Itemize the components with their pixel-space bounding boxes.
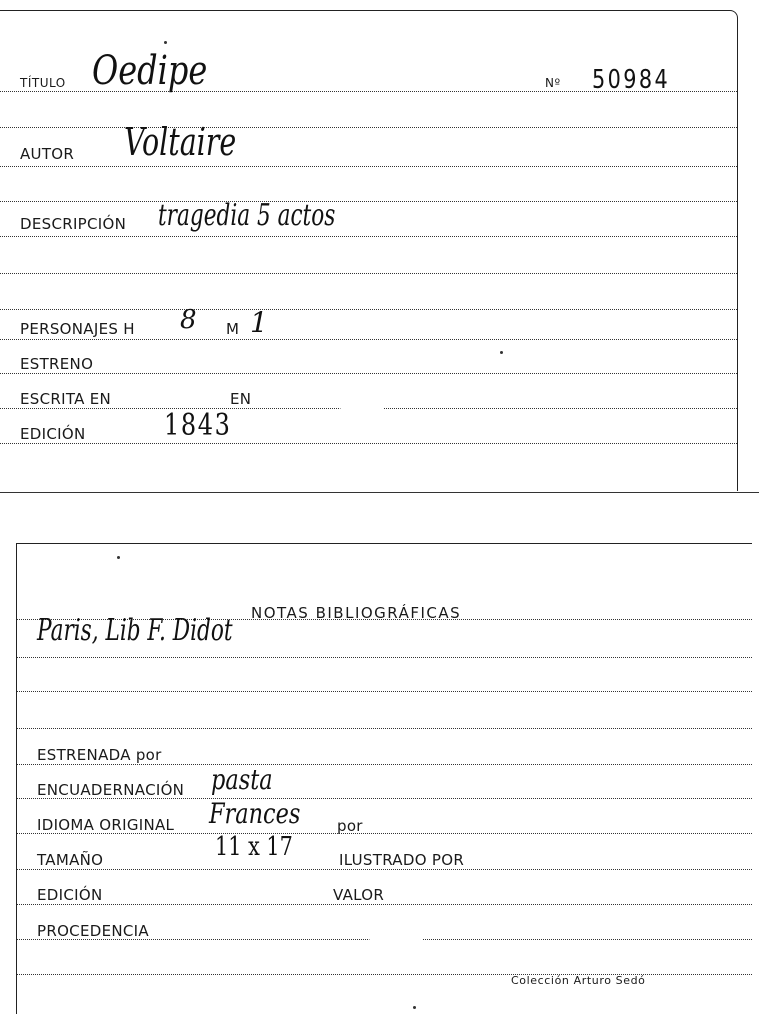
blank-line [0,309,737,310]
blank-line [17,657,752,658]
autor-line [0,166,737,167]
escrita-en-label: ESCRITA EN [20,390,112,408]
hole-mark [369,916,423,974]
encuadernacion-label: ENCUADERNACIÓN [37,781,185,799]
blank-line [0,127,737,128]
blank-line [17,691,752,692]
estreno-label: ESTRENO [20,355,94,373]
blank-line [0,201,737,202]
hole-mark [340,386,384,442]
titulo-value: Oedipe [92,48,208,94]
descripcion-value: tragedia 5 actos [158,198,336,233]
catalog-card-front [0,10,738,491]
valor-label: VALOR [333,886,385,904]
personajes-label: PERSONAJES H [20,320,135,338]
ink-speck [117,556,120,559]
ink-speck [164,41,167,44]
estrenada-label: ESTRENADA por [37,746,162,764]
estrenada-line [17,764,752,765]
notas-title: NOTAS BIBLIOGRÁFICAS [251,604,462,622]
tamano-label: TAMAÑO [37,851,104,869]
blank-line [17,728,752,729]
en-label: EN [230,390,252,408]
catalog-card-back [16,543,752,1014]
edicion-label-2: EDICIÓN [37,886,103,904]
por-label: por [337,817,363,835]
personajes-h-value: 8 [180,305,197,335]
edicion-line [0,443,737,444]
ink-speck [500,351,503,354]
numero-value: 50984 [592,65,671,95]
idioma-value: Frances [209,797,301,830]
encuadernacion-value: pasta [211,763,273,796]
titulo-label: TÍTULO [20,76,66,90]
card-separator [0,492,759,493]
coleccion-stamp: Colección Arturo Sedó [511,974,646,987]
descripcion-line [0,236,737,237]
ink-speck [413,1006,416,1009]
notas-value: Paris, Lib F. Didot [37,613,233,648]
blank-line [0,273,737,274]
procedencia-label: PROCEDENCIA [37,922,149,940]
personajes-m-label: M [226,320,240,338]
numero-label: Nº [545,76,561,90]
tamano-line [17,869,752,870]
autor-value: Voltaire [124,120,237,164]
edicion-value: 1843 [164,408,232,443]
tamano-value: 11 x 17 [215,832,293,862]
estreno-line [0,373,737,374]
edicion-line [17,904,752,905]
autor-label: AUTOR [20,145,75,163]
idioma-label: IDIOMA ORIGINAL [37,816,175,834]
personajes-m-value: 1 [250,306,268,339]
descripcion-label: DESCRIPCIÓN [20,215,127,233]
edicion-label: EDICIÓN [20,425,86,443]
ilustrado-label: ILUSTRADO POR [339,851,465,869]
personajes-line [0,339,737,340]
